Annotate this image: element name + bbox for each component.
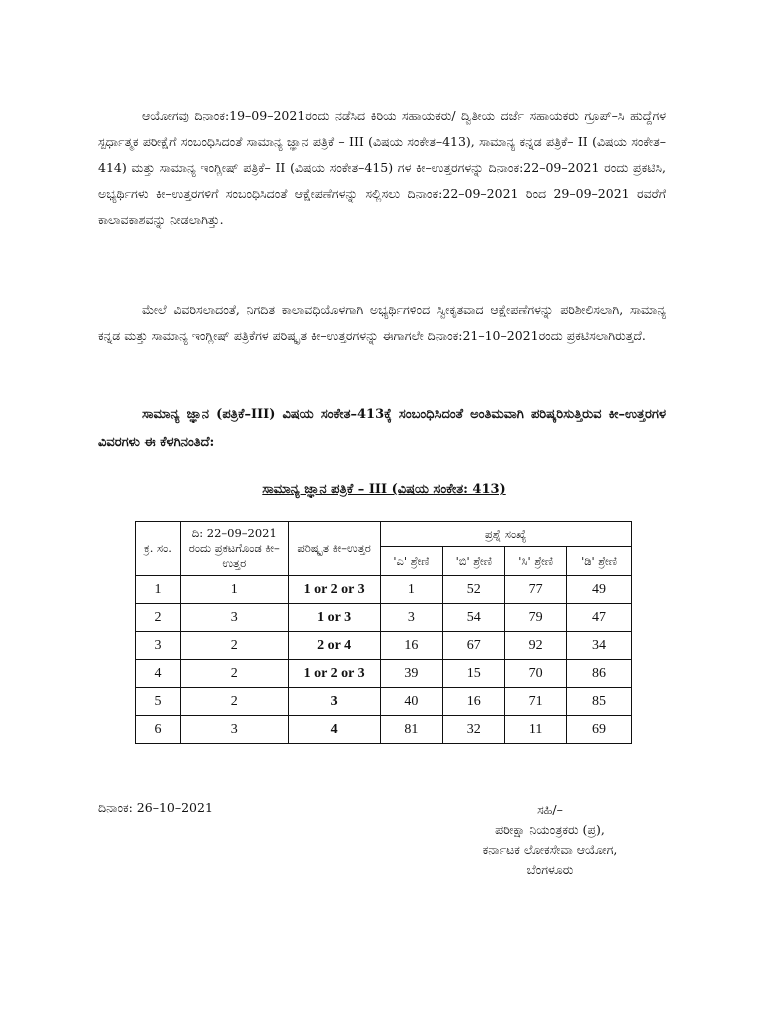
signatory-city: ಬೆಂಗಳೂರು	[526, 862, 574, 877]
cell-revised: 4	[288, 716, 380, 744]
cell-series-b: 52	[443, 576, 505, 604]
cell-revised: 3	[288, 688, 380, 716]
cell-series-c: 79	[505, 604, 567, 632]
cell-series-d: 69	[567, 716, 632, 744]
cell-series-a: 39	[380, 660, 443, 688]
header-serial: ಕ್ರ. ಸಂ.	[136, 522, 181, 576]
table-row	[136, 576, 632, 604]
cell-serial: 1	[136, 576, 181, 604]
cell-series-a: 16	[380, 632, 443, 660]
cell-published: 1	[180, 576, 288, 604]
cell-published: 3	[180, 716, 288, 744]
cell-series-a: 3	[380, 604, 443, 632]
cell-series-c: 11	[505, 716, 567, 744]
cell-series-b: 54	[443, 604, 505, 632]
cell-revised: 2 or 4	[288, 632, 380, 660]
cell-series-c: 70	[505, 660, 567, 688]
revised-key-intro	[98, 401, 666, 457]
intro-paragraph-text: ಆಯೋಗವು ದಿನಾಂಕ:19–09–2021ರಂದು ನಡೆಸಿದ ಕಿರಿಯ ಸಹಾಯಕರು/ ದ್ವಿತೀಯ ದರ್ಜೆ ಸಹಾಯಕರು ಗ್ರೂಪ್–ಸಿ ಹುದ್ದೆಗಳ ಸ್ಪರ್ಧಾತ್ಮಕ ಪರೀಕ್ಷೆಗೆ ಸಂಬಂಧಿಸಿದಂತೆ ಸಾಮಾನ್ಯ ಜ್ಞಾನ ಪತ್ರಿಕೆ – III (ವಿಷಯ ಸಂಕೇತ–413), ಸಾಮಾನ್ಯ ಕನ್ನಡ ಪತ್ರಿಕೆ– II (ವಿಷಯ ಸಂಕೇತ–414) ಮತ್ತು ಸಾಮಾನ್ಯ ಇಂಗ್ಲೀಷ್ ಪತ್ರಿಕೆ– II (ವಿಷಯ ಸಂಕೇತ–415) ಗಳ ಕೀ–ಉತ್ತರಗಳನ್ನು ದಿನಾಂಕ:22–09–2021 ರಂದು ಪ್ರಕಟಿಸಿ, ಅಭ್ಯರ್ಥಿಗಳು ಕೀ–ಉತ್ತರಗಳಿಗೆ ಸಂಬಂಧಿಸಿದಂತೆ ಆಕ್ಷೇಪಣೆಗಳನ್ನು ಸಲ್ಲಿಸಲು ದಿನಾಂಕ:22–09–2021 ರಿಂದ 29–09–2021 ರವರೆಗೆ ಕಾಲಾವಕಾಶವನ್ನು ನೀಡಲಾಗಿತ್ತು.	[98, 108, 666, 227]
header-question-number: ಪ್ರಶ್ನೆ ಸಂಖ್ಯೆ	[380, 522, 632, 547]
cell-series-d: 49	[567, 576, 632, 604]
objections-paragraph-text: ಮೇಲೆ ವಿವರಿಸಲಾದಂತೆ, ನಿಗದಿತ ಕಾಲಾವಧಿಯೊಳಗಾಗಿ ಅಭ್ಯರ್ಥಿಗಳಿಂದ ಸ್ವೀಕೃತವಾದ ಆಕ್ಷೇಪಣೆಗಳನ್ನು ಪರಿಶೀಲಿಸಲಾಗಿ, ಸಾಮಾನ್ಯ ಕನ್ನಡ ಮತ್ತು ಸಾಮಾನ್ಯ ಇಂಗ್ಲೀಷ್ ಪತ್ರಿಕೆಗಳ ಪರಿಷ್ಕೃತ ಕೀ–ಉತ್ತರಗಳನ್ನು ಈಗಾಗಲೇ ದಿನಾಂಕ:21–10–2021ರಂದು ಪ್ರಕಟಿಸಲಾಗಿರುತ್ತದೆ.	[98, 302, 666, 343]
header-series-d: 'ಡಿ' ಶ್ರೇಣಿ	[567, 547, 632, 576]
header-series-b: 'ಬಿ' ಶ್ರೇಣಿ	[443, 547, 505, 576]
cell-series-b: 16	[443, 688, 505, 716]
signatory-organization: ಕರ್ನಾಟಕ ಲೋಕಸೇವಾ ಆಯೋಗ,	[482, 842, 618, 857]
signatory-designation: ಪರೀಕ್ಷಾ ನಿಯಂತ್ರಕರು (ಪ್ರ),	[495, 822, 605, 837]
cell-series-b: 67	[443, 632, 505, 660]
cell-serial: 2	[136, 604, 181, 632]
cell-series-c: 77	[505, 576, 567, 604]
cell-published: 2	[180, 632, 288, 660]
cell-published: 2	[180, 688, 288, 716]
issue-date: ದಿನಾಂಕ: 26–10–2021	[98, 800, 213, 815]
table-title-text: ಸಾಮಾನ್ಯ ಜ್ಞಾನ ಪತ್ರಿಕೆ – III (ವಿಷಯ ಸಂಕೇತ: 413)	[262, 482, 506, 497]
table-row	[136, 688, 632, 716]
cell-series-b: 32	[443, 716, 505, 744]
cell-revised: 1 or 3	[288, 604, 380, 632]
header-published-key: ದಿ: 22–09–2021 ರಂದು ಪ್ರಕಟಗೊಂಡ ಕೀ–ಉತ್ತರ	[180, 522, 288, 576]
header-series-c: 'ಸಿ' ಶ್ರೇಣಿ	[505, 547, 567, 576]
table-row	[136, 660, 632, 688]
cell-series-d: 47	[567, 604, 632, 632]
cell-series-b: 15	[443, 660, 505, 688]
cell-serial: 3	[136, 632, 181, 660]
cell-series-c: 71	[505, 688, 567, 716]
cell-revised: 1 or 2 or 3	[288, 660, 380, 688]
cell-revised: 1 or 2 or 3	[288, 576, 380, 604]
signature-mark: ಸಹಿ/–	[537, 802, 563, 817]
revised-key-table	[135, 521, 632, 744]
objections-paragraph	[98, 297, 666, 349]
header-series-a: 'ಎ' ಶ್ರೇಣಿ	[380, 547, 443, 576]
cell-series-a: 40	[380, 688, 443, 716]
cell-serial: 6	[136, 716, 181, 744]
revised-key-intro-text: ಸಾಮಾನ್ಯ ಜ್ಞಾನ (ಪತ್ರಿಕೆ–III) ವಿಷಯ ಸಂಕೇತ–413ಕ್ಕೆ ಸಂಬಂಧಿಸಿದಂತೆ ಅಂತಿಮವಾಗಿ ಪರಿಷ್ಕರಿಸುತ್ತಿರುವ ಕೀ–ಉತ್ತರಗಳ ವಿವರಗಳು ಈ ಕೆಳಗಿನಂತಿದೆ:	[98, 407, 666, 450]
cell-series-a: 81	[380, 716, 443, 744]
cell-series-d: 85	[567, 688, 632, 716]
cell-series-d: 86	[567, 660, 632, 688]
table-row	[136, 716, 632, 744]
intro-paragraph	[98, 103, 666, 233]
cell-series-c: 92	[505, 632, 567, 660]
cell-published: 2	[180, 660, 288, 688]
signature-block	[440, 800, 660, 880]
table-row	[136, 632, 632, 660]
cell-serial: 4	[136, 660, 181, 688]
table-row	[136, 604, 632, 632]
header-revised-key: ಪರಿಷ್ಕೃತ ಕೀ–ಉತ್ತರ	[288, 522, 380, 576]
cell-series-d: 34	[567, 632, 632, 660]
cell-series-a: 1	[380, 576, 443, 604]
cell-published: 3	[180, 604, 288, 632]
table-title	[0, 482, 768, 497]
cell-serial: 5	[136, 688, 181, 716]
